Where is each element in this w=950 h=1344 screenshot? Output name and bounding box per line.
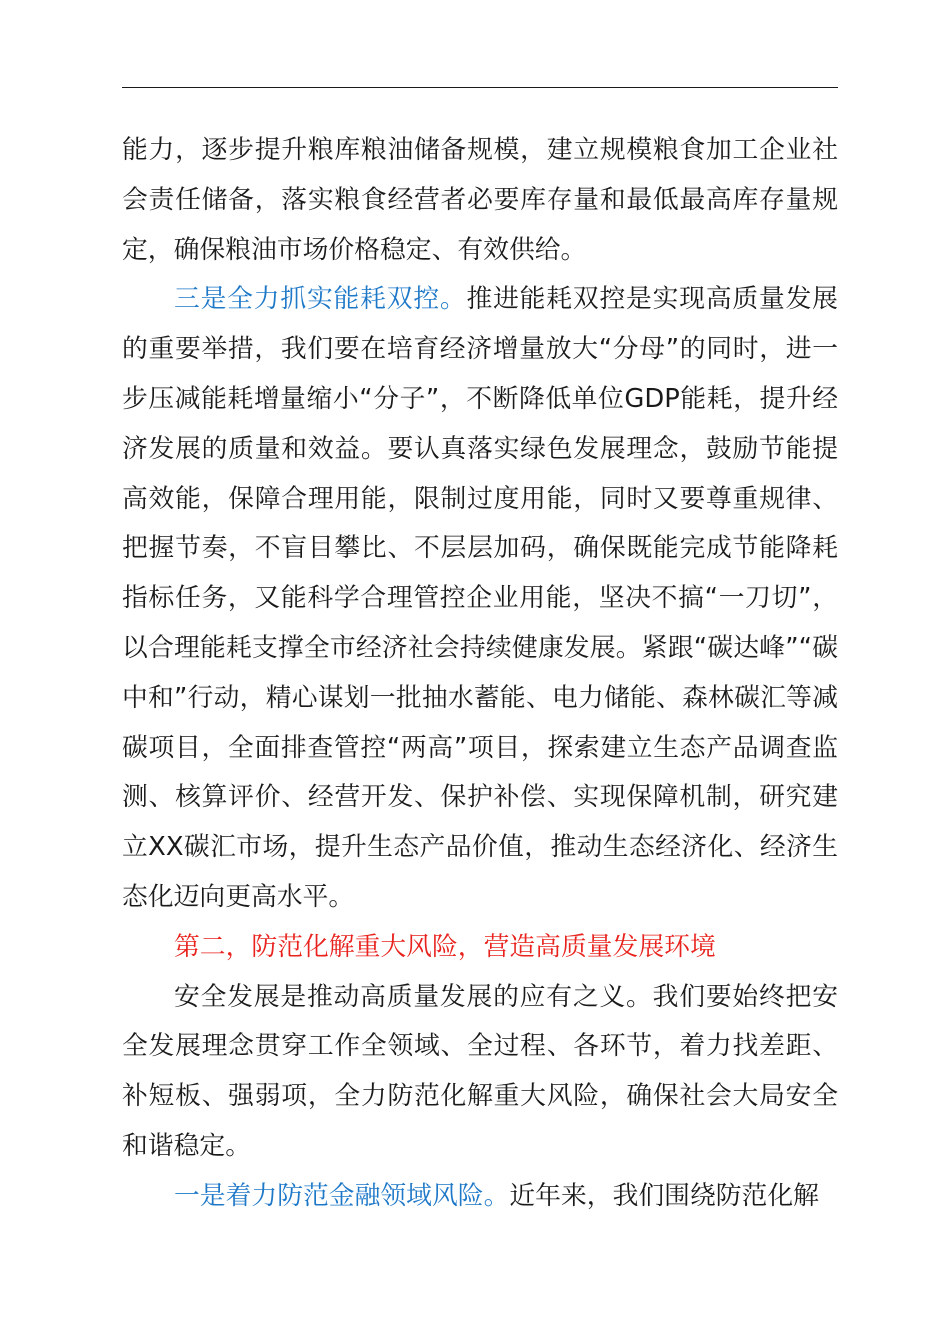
paragraph-text: 能力，逐步提升粮库粮油储备规模，建立规模粮食加工企业社会责任储备，落实粮食经营者必要库存量和最低最高库存量规定，确保粮油市场价格稳定、有效供给。 — [122, 135, 838, 265]
paragraph-safety-development — [122, 973, 838, 1172]
paragraph-lead-heading: 三是全力抓实能耗双控。 — [174, 284, 467, 315]
section-heading-text: 第二，防范化解重大风险，营造高质量发展环境 — [174, 931, 716, 962]
paragraph-energy-control — [122, 275, 838, 922]
header-divider — [122, 87, 838, 88]
paragraph-grain-reserve — [122, 126, 838, 275]
paragraph-text: 安全发展是推动高质量发展的应有之义。我们要始终把安全发展理念贯穿工作全领域、全过程、各环节，着力找差距、补短板、强弱项，全力防范化解重大风险，确保社会大局安全和谐稳定。 — [122, 981, 838, 1161]
document-body — [122, 126, 838, 1222]
paragraph-text: 近年来，我们围绕防范化解 — [509, 1180, 819, 1211]
paragraph-text: 推进能耗双控是实现高质量发展的重要举措，我们要在培育经济增量放大“分母”的同时，进一步压减能耗增量缩小“分子”，不断降低单位GDP能耗，提升经济发展的质量和效益。要认真落实绿色发展理念，鼓励节能提高效能，保障合理用能，限制过度用能，同时又要尊重规律、把握节奏，不盲目攀比、不层层加码，确保既能完成节能降耗指标任务，又能科学合理管控企业用能，坚决不搞“一刀切”，以合理能耗支撑全市经济社会持续健康发展。紧跟“碳达峰”“碳中和”行动，精心谋划一批抽水蓄能、电力储能、森林碳汇等减碳项目，全面排查管控“两高”项目，探索建立生态产品调查监测、核算评价、经营开发、保护补偿、实现保障机制，研究建立XX碳汇市场，提升生态产品价值，推动生态经济化、经济生态化迈向更高水平。 — [122, 284, 838, 912]
section-heading — [122, 923, 838, 973]
paragraph-lead-heading: 一是着力防范金融领域风险。 — [174, 1180, 510, 1211]
paragraph-financial-risk — [122, 1172, 838, 1222]
